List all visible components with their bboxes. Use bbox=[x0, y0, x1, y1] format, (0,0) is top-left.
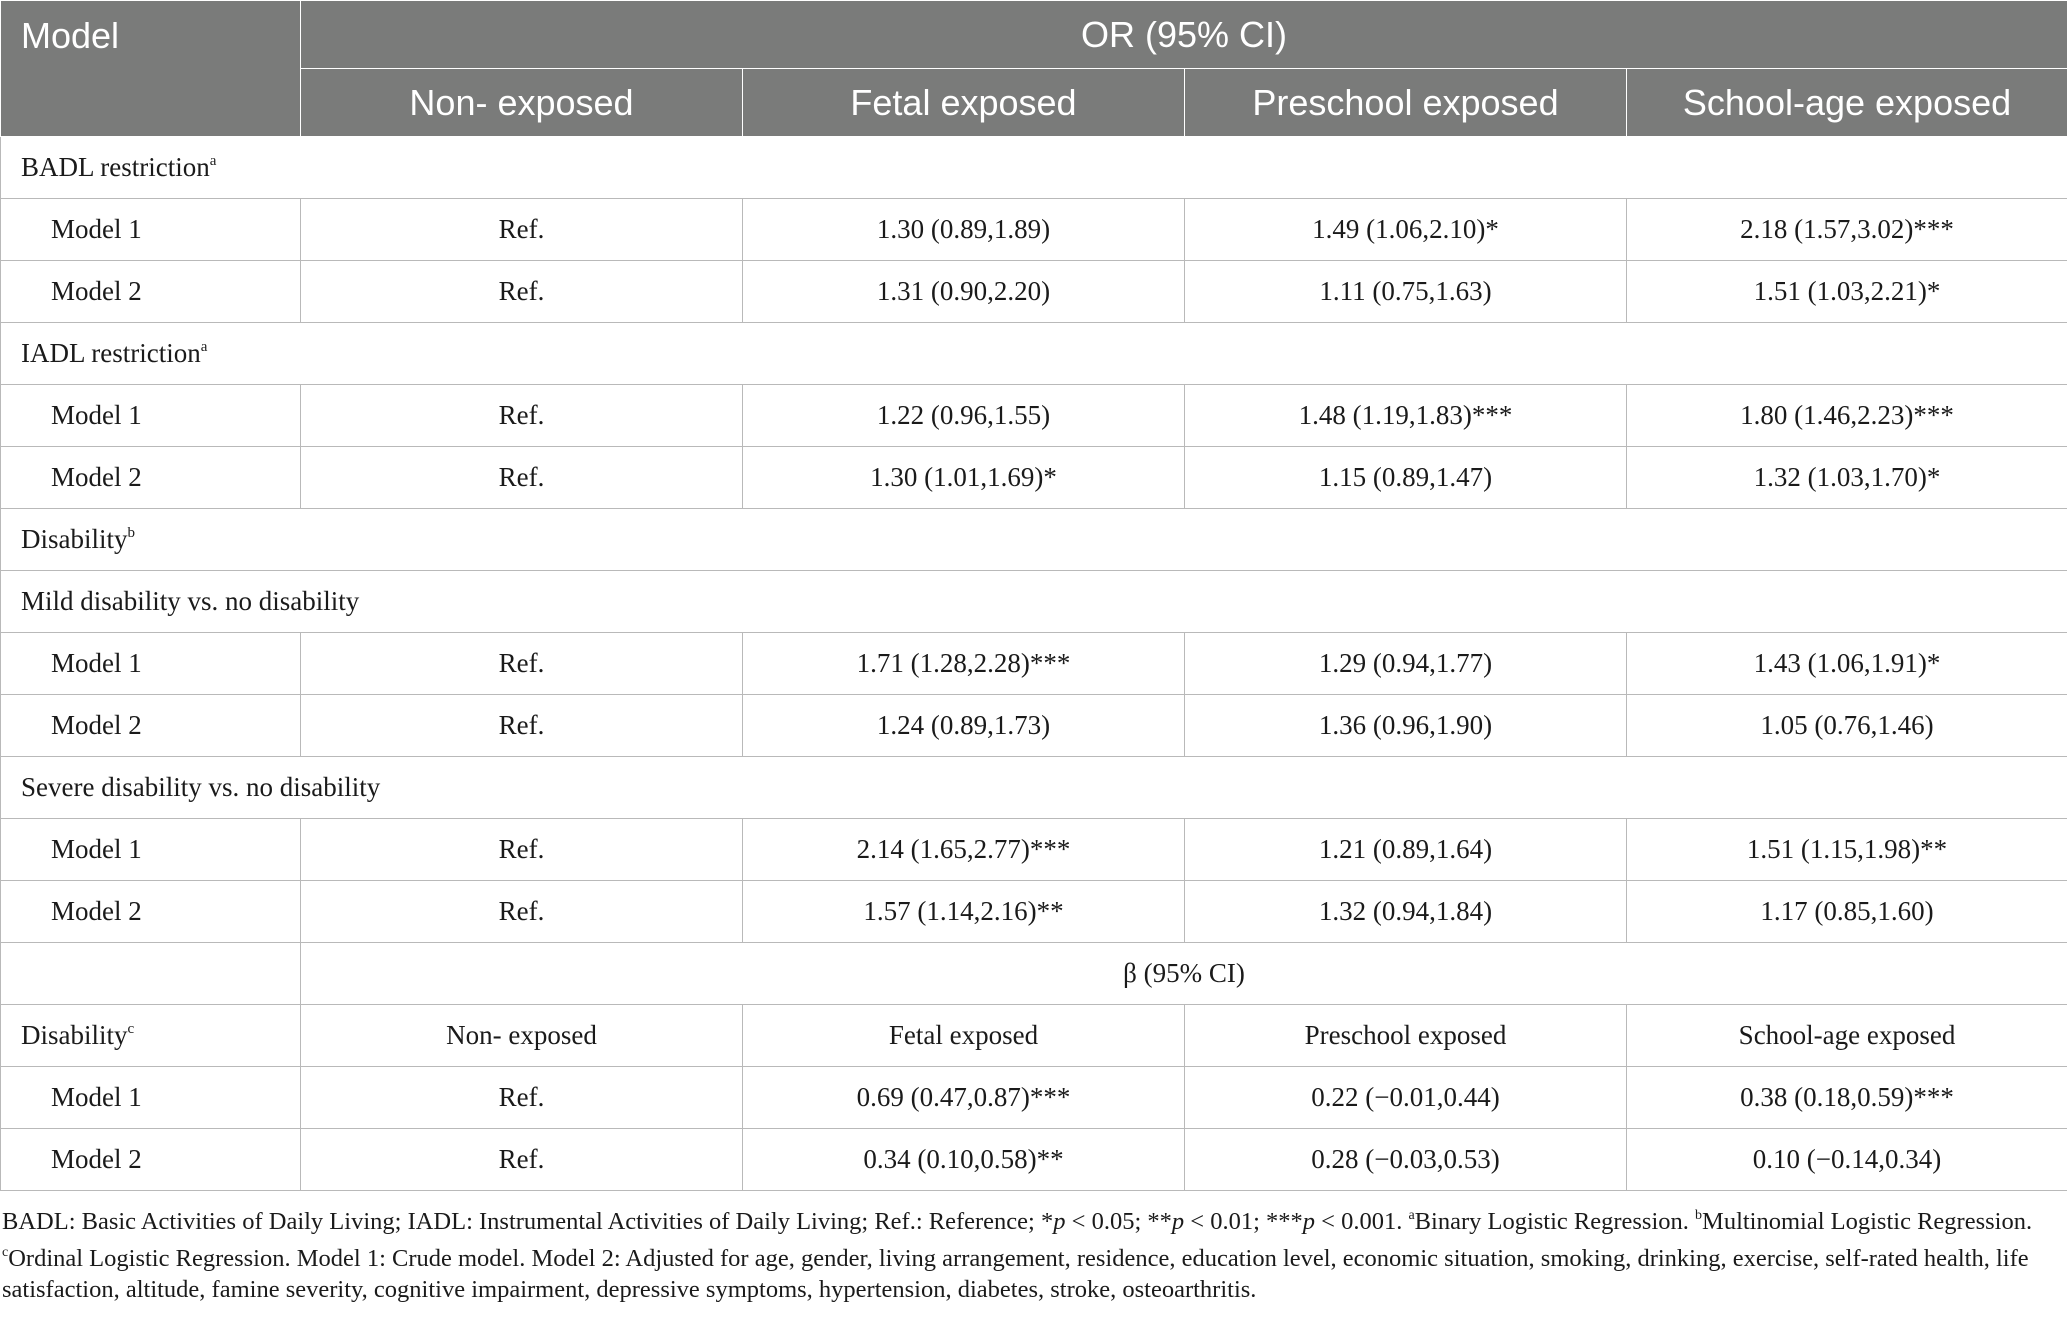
row-label: Model 2 bbox=[1, 447, 301, 509]
section-title: Disability bbox=[21, 524, 128, 554]
cell-non-exposed: Ref. bbox=[301, 1129, 743, 1191]
beta-title-blank bbox=[1, 943, 301, 1005]
footnote-text: < 0.001. bbox=[1315, 1208, 1409, 1235]
table-body bbox=[1, 137, 2067, 1191]
beta-title: β (95% CI) bbox=[301, 943, 2067, 1005]
section-row bbox=[1, 509, 2067, 571]
table-row bbox=[1, 819, 2067, 881]
cell-non-exposed: Ref. bbox=[301, 1067, 743, 1129]
footnote-p: p bbox=[1053, 1208, 1066, 1235]
table-row bbox=[1, 695, 2067, 757]
table-row bbox=[1, 1129, 2067, 1191]
row-label: Model 1 bbox=[1, 199, 301, 261]
section-title: Mild disability vs. no disability bbox=[21, 586, 360, 616]
cell-non-exposed: Ref. bbox=[301, 261, 743, 323]
table-row bbox=[1, 1067, 2067, 1129]
cell-school-age: 1.51 (1.03,2.21)* bbox=[1627, 261, 2067, 323]
row-label: Model 1 bbox=[1, 1067, 301, 1129]
section-row bbox=[1, 757, 2067, 819]
header-col-non-exposed: Non- exposed bbox=[301, 69, 743, 137]
cell-fetal: 1.22 (0.96,1.55) bbox=[743, 385, 1185, 447]
table-row bbox=[1, 385, 2067, 447]
beta-header-row bbox=[1, 1005, 2067, 1067]
footnote-text: Ordinal Logistic Regression. Model 1: Crude model. Model 2: Adjusted for age, gender, living arrangement, residence, education level, economic situation, smoking, drinking, exercise, self-rated health, life satisfaction, altitude, famine severity, cognitive impairment, depressive symptoms, hypertension, diabetes, stroke, osteoarthritis. bbox=[2, 1245, 2029, 1303]
footnote-p: p bbox=[1302, 1208, 1315, 1235]
cell-school-age: 1.32 (1.03,1.70)* bbox=[1627, 447, 2067, 509]
cell-school-age: 1.80 (1.46,2.23)*** bbox=[1627, 385, 2067, 447]
beta-col-fetal: Fetal exposed bbox=[743, 1005, 1185, 1067]
cell-non-exposed: Ref. bbox=[301, 881, 743, 943]
section-title: IADL restriction bbox=[21, 338, 201, 368]
footnote-text: Binary Logistic Regression. bbox=[1414, 1208, 1696, 1235]
section-row bbox=[1, 571, 2067, 633]
footnote-text: < 0.05; ** bbox=[1065, 1208, 1172, 1235]
section-row bbox=[1, 323, 2067, 385]
section-sup: a bbox=[200, 339, 208, 355]
section-sup: a bbox=[209, 153, 217, 169]
cell-preschool: 1.36 (0.96,1.90) bbox=[1185, 695, 1627, 757]
cell-school-age: 1.43 (1.06,1.91)* bbox=[1627, 633, 2067, 695]
table-row bbox=[1, 881, 2067, 943]
section-title: Severe disability vs. no disability bbox=[21, 772, 381, 802]
cell-preschool: 0.22 (−0.01,0.44) bbox=[1185, 1067, 1627, 1129]
section-iadl bbox=[1, 323, 2067, 385]
table-row bbox=[1, 199, 2067, 261]
footnote-text: Multinomial Logistic Regression. bbox=[1702, 1208, 2033, 1235]
cell-school-age: 0.10 (−0.14,0.34) bbox=[1627, 1129, 2067, 1191]
cell-fetal: 0.69 (0.47,0.87)*** bbox=[743, 1067, 1185, 1129]
header-col-fetal: Fetal exposed bbox=[743, 69, 1185, 137]
section-mild bbox=[1, 571, 2067, 633]
row-label: Model 1 bbox=[1, 385, 301, 447]
cell-non-exposed: Ref. bbox=[301, 447, 743, 509]
row-label: Model 2 bbox=[1, 261, 301, 323]
section-severe bbox=[1, 757, 2067, 819]
section-sup: b bbox=[127, 525, 135, 541]
cell-preschool: 1.15 (0.89,1.47) bbox=[1185, 447, 1627, 509]
beta-col-non-exposed: Non- exposed bbox=[301, 1005, 743, 1067]
beta-col-preschool: Preschool exposed bbox=[1185, 1005, 1627, 1067]
row-label: Model 2 bbox=[1, 881, 301, 943]
cell-school-age: 1.05 (0.76,1.46) bbox=[1627, 695, 2067, 757]
cell-preschool: 1.48 (1.19,1.83)*** bbox=[1185, 385, 1627, 447]
cell-preschool: 1.32 (0.94,1.84) bbox=[1185, 881, 1627, 943]
table-row bbox=[1, 447, 2067, 509]
header-col-school-age: School-age exposed bbox=[1627, 69, 2067, 137]
section-disability bbox=[1, 509, 2067, 571]
cell-fetal: 1.57 (1.14,2.16)** bbox=[743, 881, 1185, 943]
cell-fetal: 1.30 (0.89,1.89) bbox=[743, 199, 1185, 261]
section-badl bbox=[1, 137, 2067, 199]
footnote-sup: a bbox=[1408, 1208, 1415, 1223]
cell-non-exposed: Ref. bbox=[301, 199, 743, 261]
beta-col-school-age: School-age exposed bbox=[1627, 1005, 2067, 1067]
cell-school-age: 2.18 (1.57,3.02)*** bbox=[1627, 199, 2067, 261]
cell-preschool: 1.29 (0.94,1.77) bbox=[1185, 633, 1627, 695]
row-label: Model 2 bbox=[1, 695, 301, 757]
header-col-preschool: Preschool exposed bbox=[1185, 69, 1627, 137]
cell-preschool: 1.11 (0.75,1.63) bbox=[1185, 261, 1627, 323]
beta-title-row bbox=[1, 943, 2067, 1005]
row-label: Model 1 bbox=[1, 819, 301, 881]
cell-fetal: 2.14 (1.65,2.77)*** bbox=[743, 819, 1185, 881]
cell-preschool: 1.21 (0.89,1.64) bbox=[1185, 819, 1627, 881]
cell-non-exposed: Ref. bbox=[301, 819, 743, 881]
cell-fetal: 1.30 (1.01,1.69)* bbox=[743, 447, 1185, 509]
table-row bbox=[1, 633, 2067, 695]
footnote-sup: b bbox=[1695, 1208, 1703, 1223]
table-header bbox=[1, 1, 2067, 137]
header-or-title: OR (95% CI) bbox=[301, 1, 2067, 69]
footnote-text: < 0.01; *** bbox=[1184, 1208, 1303, 1235]
section-title: BADL restriction bbox=[21, 152, 210, 182]
footnote-p: p bbox=[1171, 1208, 1185, 1235]
row-label: Model 1 bbox=[1, 633, 301, 695]
beta-label-text: Disability bbox=[21, 1020, 128, 1050]
footnote-sup: c bbox=[2, 1245, 9, 1260]
cell-school-age: 0.38 (0.18,0.59)*** bbox=[1627, 1067, 2067, 1129]
cell-school-age: 1.17 (0.85,1.60) bbox=[1627, 881, 2067, 943]
beta-label bbox=[1, 1005, 301, 1067]
cell-non-exposed: Ref. bbox=[301, 633, 743, 695]
cell-school-age: 1.51 (1.15,1.98)** bbox=[1627, 819, 2067, 881]
table-row bbox=[1, 261, 2067, 323]
table-footnote bbox=[0, 1200, 2050, 1305]
cell-preschool: 1.49 (1.06,2.10)* bbox=[1185, 199, 1627, 261]
section-row bbox=[1, 137, 2067, 199]
cell-fetal: 1.31 (0.90,2.20) bbox=[743, 261, 1185, 323]
cell-fetal: 1.71 (1.28,2.28)*** bbox=[743, 633, 1185, 695]
cell-preschool: 0.28 (−0.03,0.53) bbox=[1185, 1129, 1627, 1191]
cell-non-exposed: Ref. bbox=[301, 385, 743, 447]
row-label: Model 2 bbox=[1, 1129, 301, 1191]
cell-fetal: 0.34 (0.10,0.58)** bbox=[743, 1129, 1185, 1191]
header-model: Model bbox=[1, 1, 301, 137]
beta-label-sup: c bbox=[127, 1021, 135, 1037]
cell-non-exposed: Ref. bbox=[301, 695, 743, 757]
footnote-text: BADL: Basic Activities of Daily Living; IADL: Instrumental Activities of Daily Living; Ref.: Reference; * bbox=[2, 1208, 1054, 1235]
cell-fetal: 1.24 (0.89,1.73) bbox=[743, 695, 1185, 757]
